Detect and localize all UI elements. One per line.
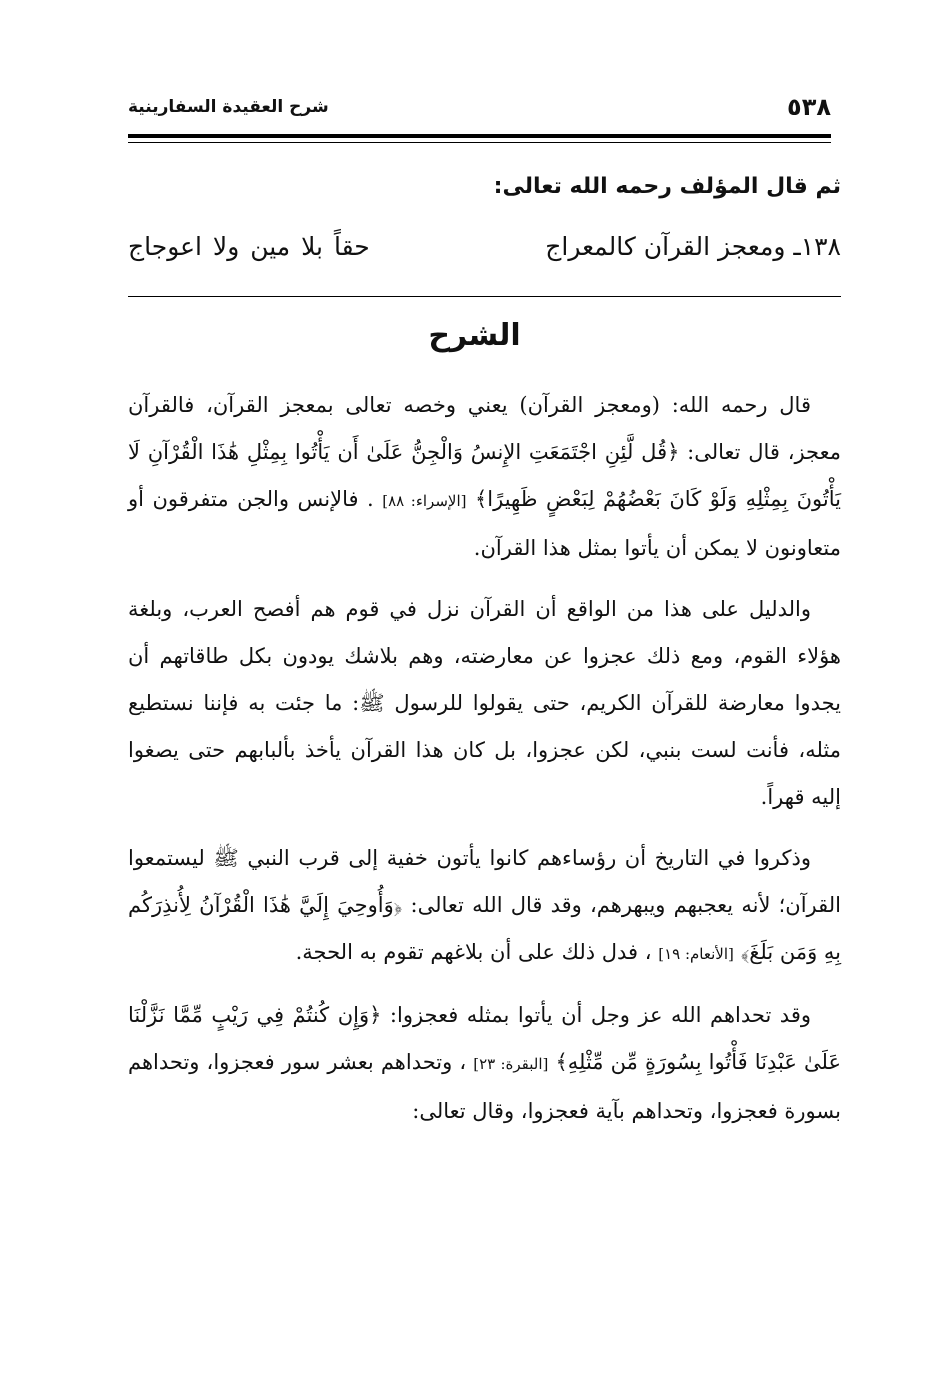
page-header xyxy=(128,92,831,122)
commentary-body xyxy=(128,382,841,1135)
paragraph xyxy=(128,586,841,821)
quran-reference: [الأنعام: ١٩] xyxy=(658,945,734,963)
paragraph xyxy=(128,382,841,572)
paragraph-text: . فالإنس والجن متفرقون أو متعاونون لا يمكن أن يأتوا بمثل هذا القرآن. xyxy=(128,487,841,560)
verse-first-hemistich: ١٣٨ـ ومعجز القرآن كالمعراج xyxy=(545,232,841,261)
quran-reference: [البقرة: ٢٣] xyxy=(473,1055,549,1073)
paragraph-text: وقد تحداهم الله عز وجل أن يأتوا بمثله فعجزوا: ﴿وَإِن كُنتُمْ فِي رَيْبٍ مِّمَّا نَزَّلْنَا عَلَىٰ عَبْدِنَا فَأْتُوا بِسُورَةٍ مِّن مِّثْلِهِ﴾ xyxy=(128,1003,841,1074)
section-title: الشرح xyxy=(428,318,521,353)
paragraph-text: ، فدل ذلك على أن بلاغهم تقوم به الحجة. xyxy=(295,940,652,964)
paragraph xyxy=(128,835,841,978)
header-rule xyxy=(128,134,831,138)
intro-line: ثم قال المؤلف رحمه الله تعالى: xyxy=(493,174,841,199)
paragraph-text: وذكروا في التاريخ أن رؤساءهم كانوا يأتون خفية إلى قرب النبي ﷺ ليستمعوا القرآن؛ لأنه يعجبهم ويبهرهم، وقد قال الله تعالى: ﴿وَأُوحِيَ إِلَيَّ هَٰذَا الْقُرْآنُ لِأُنذِرَكُم بِهِ وَمَن بَلَغَ﴾ xyxy=(128,846,841,964)
paragraph-text: قال رحمه الله: (ومعجز القرآن) يعني وخصه تعالى بمعجز القرآن، فالقرآن معجز، قال تعالى: ﴿قُل لَّئِنِ اجْتَمَعَتِ الإِنسُ وَالْجِنُّ عَلَىٰ أَن يَأْتُوا بِمِثْلِ هَٰذَا الْقُرْآنِ لَا يَأْتُونَ بِمِثْلِهِ وَلَوْ كَانَ بَعْضُهُمْ لِبَعْضٍ ظَهِيرًا﴾ xyxy=(128,393,841,511)
paragraph xyxy=(128,992,841,1135)
poem-verse xyxy=(128,232,841,272)
verse-second-hemistich: حقاً بلا مين ولا اعوجاج xyxy=(128,232,370,261)
page-number: ٥٣٨ xyxy=(787,93,831,121)
quran-reference: [الإسراء: ٨٨] xyxy=(382,492,467,510)
running-title: شرح العقيدة السفارينية xyxy=(128,97,329,117)
verse-rule xyxy=(128,296,841,297)
paragraph-text: ، وتحداهم بعشر سور فعجزوا، وتحداهم بسورة فعجزوا، وتحداهم بآية فعجزوا، وقال تعالى: xyxy=(128,1050,841,1123)
paragraph-text: والدليل على هذا من الواقع أن القرآن نزل في قوم هم أفصح العرب، وبلغة هؤلاء القوم، ومع ذلك عجزوا عن معارضته، وهم بلاشك يودون بكل طاقاتهم أن يجدوا معارضة للقرآن الكريم، حتى يقولوا للرسول ﷺ: ما جئت به فإننا نستطيع مثله، فأنت لست بنبي، لكن عجزوا، بل كان هذا القرآن يأخذ بألبابهم حتى يصغوا إليه قهراً. xyxy=(128,597,841,809)
